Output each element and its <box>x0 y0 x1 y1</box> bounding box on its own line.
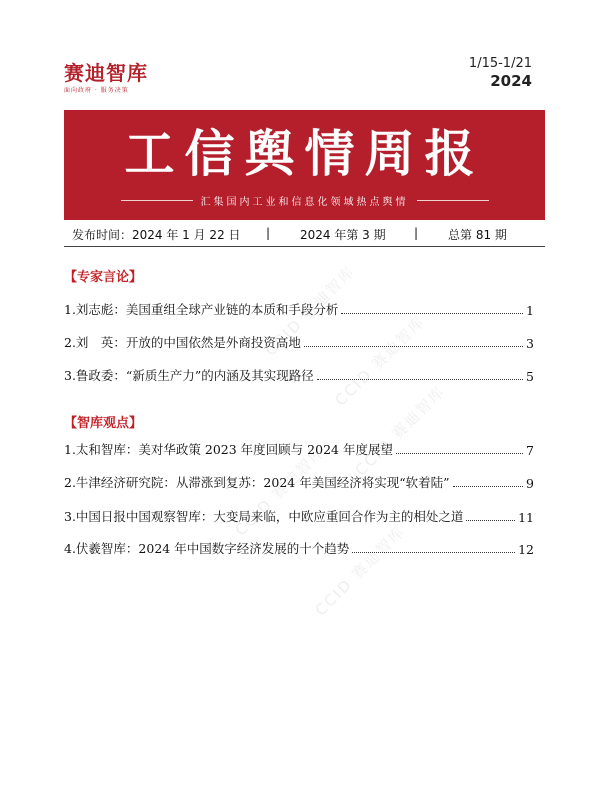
toc-entry-page: 9 <box>526 476 534 491</box>
brand-logo <box>64 62 148 94</box>
section-heading: 【智库观点】 <box>64 416 143 431</box>
report-title: 工信舆情周报 <box>124 124 485 183</box>
divider <box>64 246 545 247</box>
toc-entry-title: 3.中国日报中国观察智库：大变局来临，中欧应重回合作为主的相处之道 <box>64 509 464 524</box>
toc-entry-title: 4.伏羲智库：2024 年中国数字经济发展的十个趋势 <box>64 541 350 556</box>
toc-entry[interactable] <box>64 298 534 318</box>
divider <box>121 200 193 201</box>
leader-dots <box>317 379 523 380</box>
toc-entry[interactable] <box>64 537 534 557</box>
toc-entry-page: 7 <box>526 443 534 458</box>
toc-entry-page: 1 <box>526 303 534 318</box>
section-heading: 【专家言论】 <box>64 270 143 285</box>
separator: | <box>414 226 419 240</box>
leader-dots <box>304 346 523 347</box>
toc-entry[interactable] <box>64 438 534 458</box>
leader-dots <box>453 486 524 487</box>
toc-entry-title: 1.刘志彪：美国重组全球产业链的本质和手段分析 <box>64 302 339 317</box>
issue-info <box>64 224 545 244</box>
leader-dots <box>466 520 515 521</box>
toc-entry-page: 5 <box>526 369 534 384</box>
date-range-text: 1/15-1/21 <box>468 56 532 71</box>
divider <box>417 200 489 201</box>
date-range <box>469 56 532 90</box>
banner-subtitle-text: 汇集国内工业和信息化领域热点舆情 <box>200 196 409 208</box>
watermark: CCID 赛迪智库 <box>261 262 359 360</box>
toc-entry-page: 12 <box>518 542 534 557</box>
toc-entry-page: 11 <box>518 510 534 525</box>
toc-entry-title: 3.鲁政委：“新质生产力”的内涵及其实现路径 <box>64 368 314 383</box>
separator: | <box>266 226 271 240</box>
toc-entry-page: 3 <box>526 336 534 351</box>
toc-entry-title: 2.刘 英：开放的中国依然是外商投资高地 <box>64 335 301 350</box>
leader-dots <box>352 552 515 553</box>
watermark: CCID 赛迪智库 <box>231 442 329 540</box>
toc-entry[interactable] <box>64 331 534 351</box>
toc-entry[interactable] <box>64 364 534 384</box>
leader-dots <box>341 313 523 314</box>
brand-name: 赛迪智库 <box>64 61 148 85</box>
watermark: CCID 赛迪智库 <box>331 312 429 410</box>
toc-entry[interactable] <box>64 471 534 491</box>
toc-entry-title: 1.太和智库：美对华政策 2023 年度回顾与 2024 年度展望 <box>64 442 393 457</box>
toc-entry-title: 2.牛津经济研究院：从滞涨到复苏：2024 年美国经济将实现“软着陆” <box>64 475 450 490</box>
leader-dots <box>396 453 523 454</box>
toc-entry[interactable] <box>64 505 534 525</box>
total-issue-number: 总第 81 期 <box>448 228 507 242</box>
issue-number: 2024 年第 3 期 <box>300 228 386 242</box>
brand-tagline: 面向政府 · 服务决策 <box>64 87 129 94</box>
watermark: CCID 赛迪智库 <box>311 522 409 620</box>
publish-date: 发布时间：2024 年 1 月 22 日 <box>72 228 241 242</box>
title-banner <box>64 110 545 220</box>
banner-subtitle <box>64 192 545 208</box>
year-text: 2024 <box>490 72 532 90</box>
watermark: CCID 赛迪智库 <box>351 382 449 480</box>
